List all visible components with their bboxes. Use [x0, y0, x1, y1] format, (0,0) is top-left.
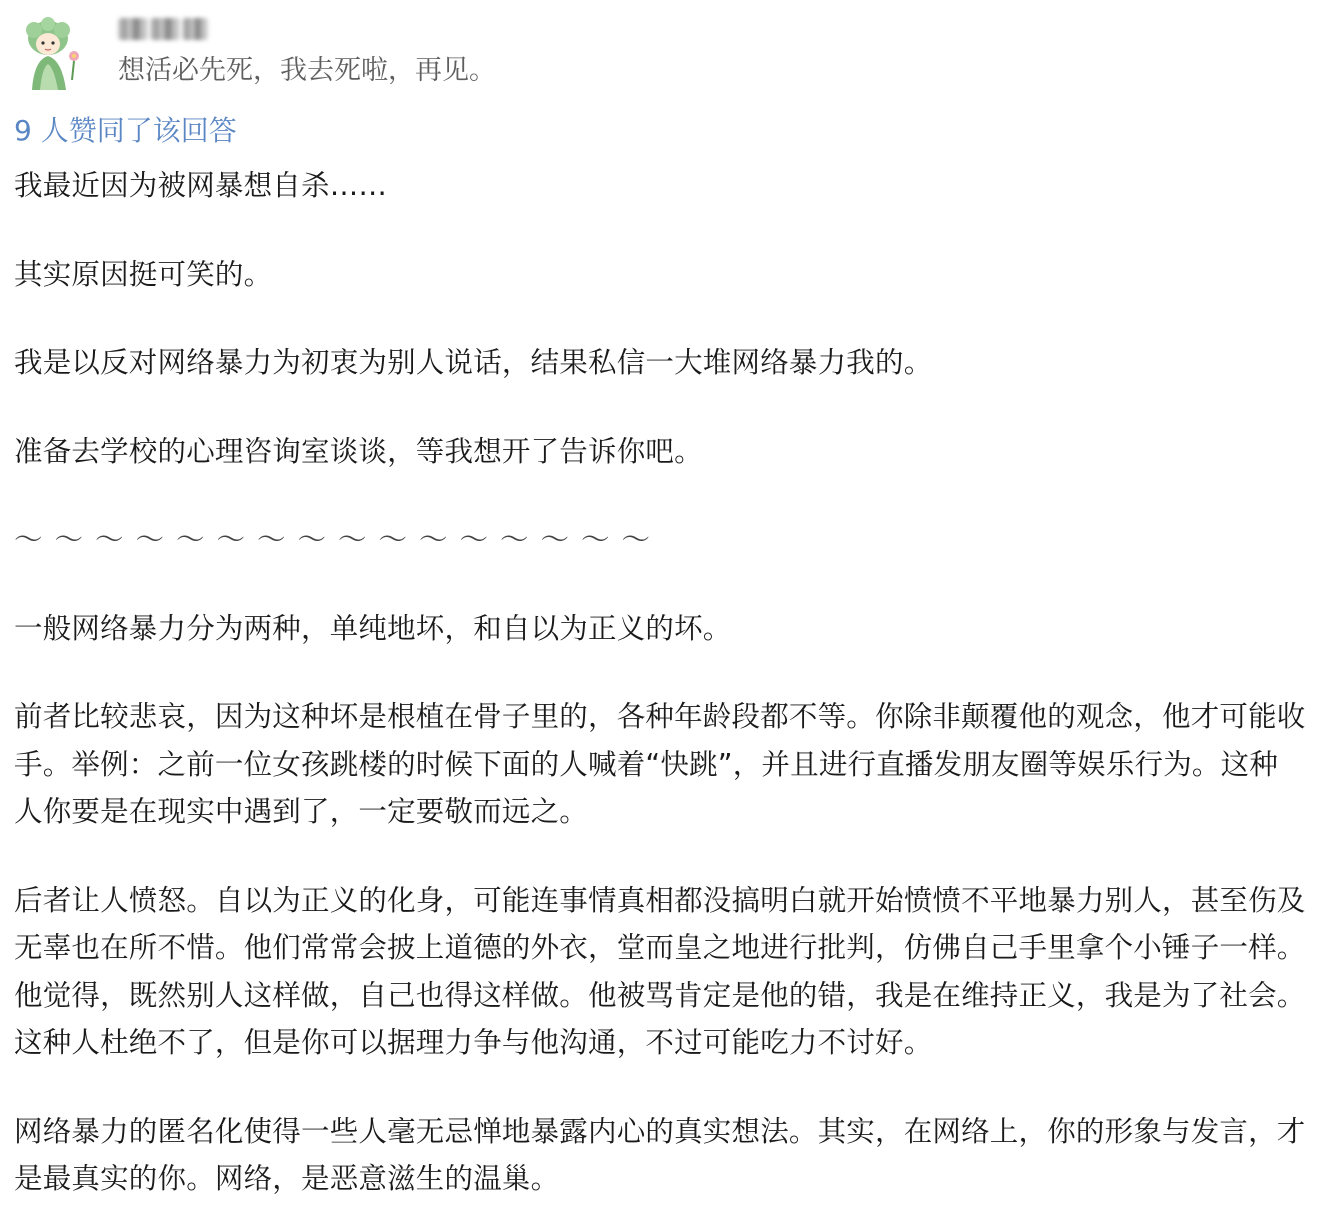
avatar[interactable] — [18, 16, 90, 92]
blurred-username-part — [150, 18, 180, 40]
tilde-divider: ～～～～～～～～～～～～～～～～ — [14, 523, 663, 556]
answer-paragraph: 其实原因挺可笑的。 — [14, 257, 273, 291]
author-bio: 想活必先死，我去死啦，再见。 — [118, 55, 496, 86]
author-header — [18, 14, 1298, 94]
answer-paragraph: 网络暴力的匿名化使得一些人毫无忌惮地暴露内心的真实想法。其实，在网络上，你的形象与发言，才是最真实的你。网络，是恶意滋生的温巢。 — [14, 1114, 1306, 1195]
answer-paragraph: 我最近因为被网暴想自杀…… — [14, 169, 388, 202]
author-name-blurred[interactable] — [118, 14, 210, 44]
answer-paragraph: 准备去学校的心理咨询室谈谈，等我想开了告诉你吧。 — [14, 434, 703, 468]
answer-content — [14, 162, 1306, 1203]
cartoon-girl-avatar-icon — [18, 16, 90, 92]
answer-paragraph: 我是以反对网络暴力为初衷为别人说话，结果私信一大堆网络暴力我的。 — [14, 346, 933, 379]
answer-paragraph: 一般网络暴力分为两种，单纯地坏，和自以为正义的坏。 — [14, 611, 732, 645]
blurred-username-part — [118, 18, 148, 40]
answer-paragraph: 前者比较悲哀，因为这种坏是根植在骨子里的，各种年龄段都不等。你除非颠覆他的观念，他才可能收手。举例：之前一位女孩跳楼的时候下面的人喊着“快跳”，并且进行直播发朋友圈等娱乐行为。这种人你要是在现实中遇到了，一定要敬而远之。 — [14, 700, 1306, 828]
blurred-username-part — [182, 18, 208, 40]
upvote-count[interactable]: 9 人赞同了该回答 — [14, 114, 237, 147]
answer-paragraph: 后者让人愤怒。自以为正义的化身，可能连事情真相都没搞明白就开始愤愤不平地暴力别人，甚至伤及无辜也在所不惜。他们常常会披上道德的外衣，堂而皇之地进行批判，仿佛自己手里拿个小锤子一样。他觉得，既然别人这样做，自己也得这样做。他被骂肯定是他的错，我是在维持正义，我是为了社会。这种人杜绝不了，但是你可以据理力争与他沟通，不过可能吃力不讨好。 — [14, 883, 1306, 1059]
